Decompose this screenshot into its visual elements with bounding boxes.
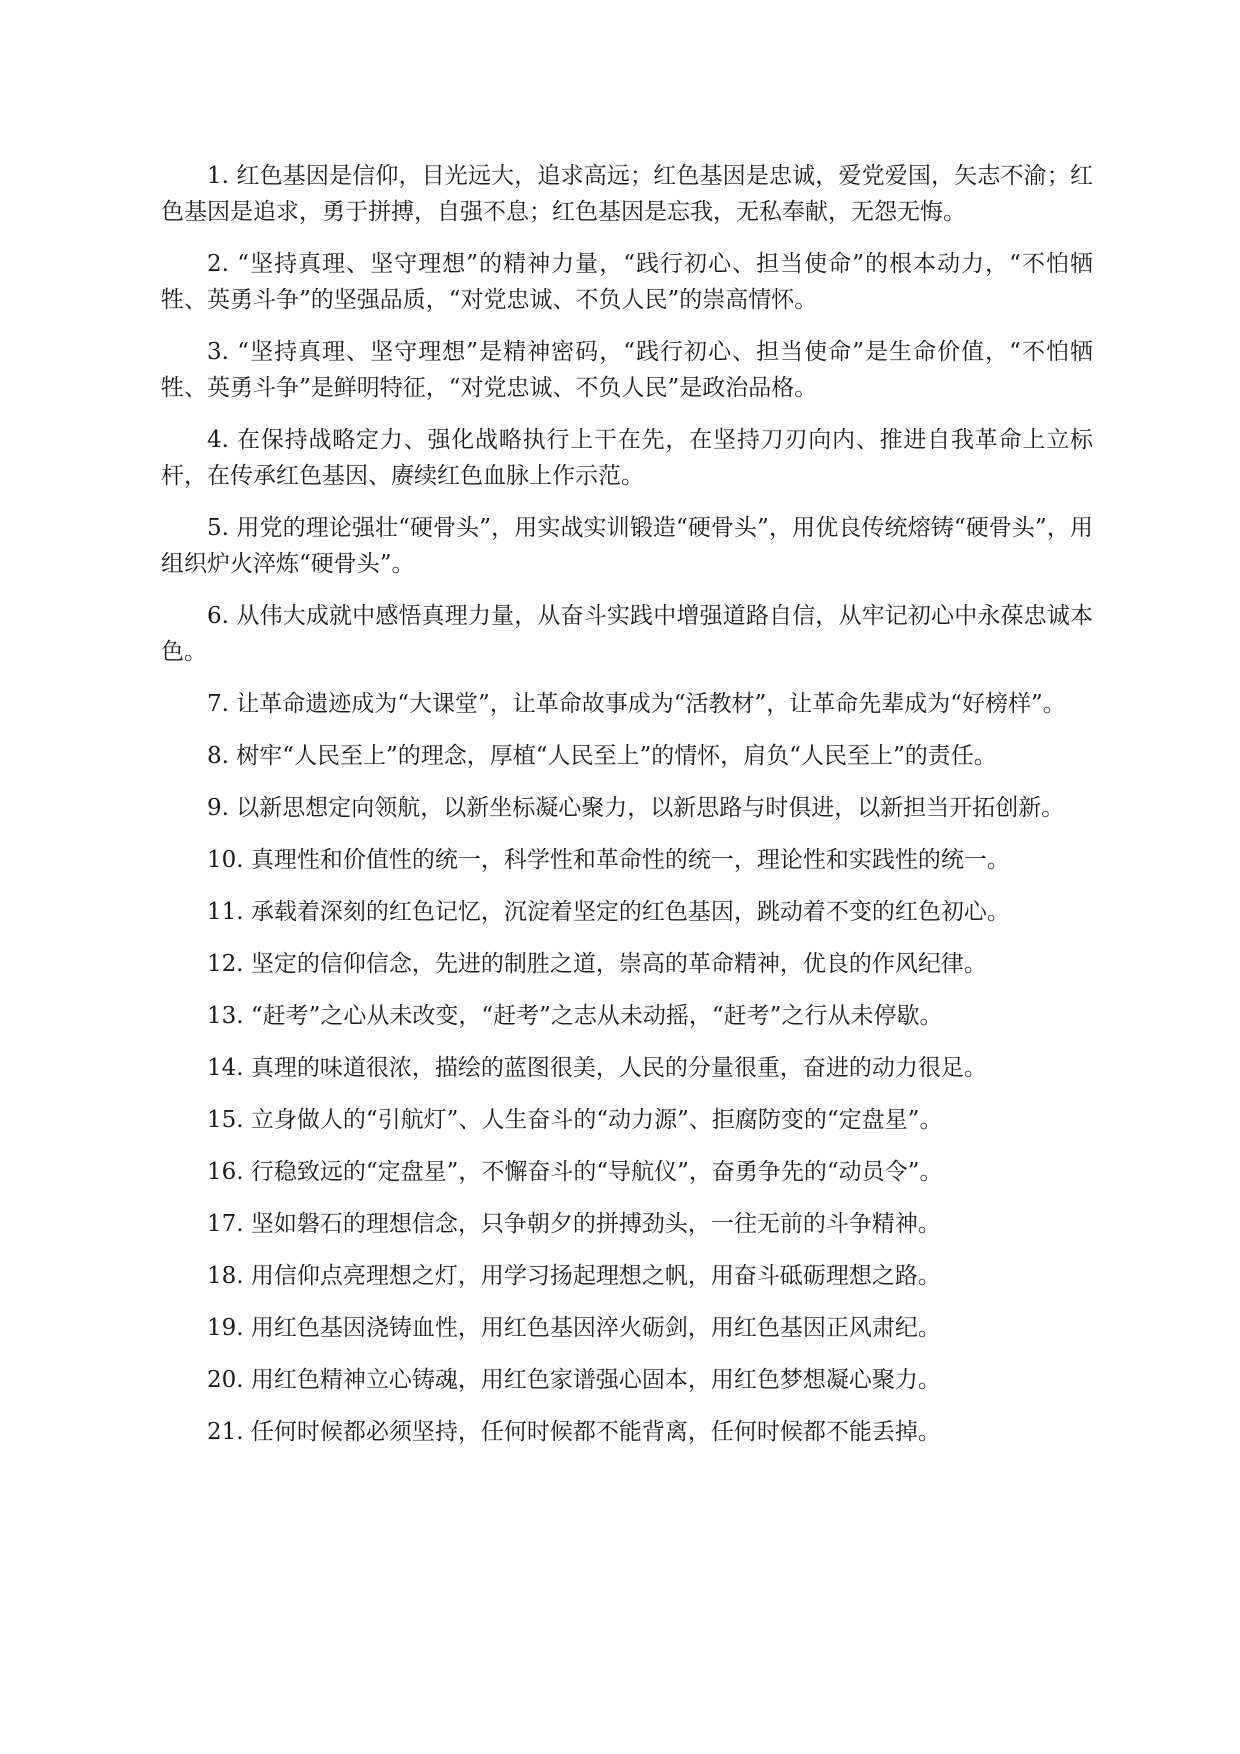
list-item: 21. 任何时候都必须坚持，任何时候都不能背离，任何时候都不能丢掉。 [207,1419,941,1445]
list-item: 13. “赶考”之心从未改变，“赶考”之志从未动摇，“赶考”之行从未停歇。 [207,1003,943,1029]
list-item: 8. 树牢“人民至上”的理念，厚植“人民至上”的情怀，肩负“人民至上”的责任。 [207,743,997,769]
list-item: 5. 用党的理论强壮“硬骨头”，用实战实训锻造“硬骨头”，用优良传统熔铸“硬骨头”，用组织炉火淬炼“硬骨头”。 [161,515,1093,577]
list-item: 11. 承载着深刻的红色记忆，沉淀着坚定的红色基因，跳动着不变的红色初心。 [207,899,1010,925]
list-item: 14. 真理的味道很浓，描绘的蓝图很美，人民的分量很重，奋进的动力很足。 [207,1055,987,1081]
list-item: 4. 在保持战略定力、强化战略执行上干在先，在坚持刀刃向内、推进自我革命上立标杆，在传承红色基因、赓续红色血脉上作示范。 [161,427,1093,489]
list-item: 3. “坚持真理、坚守理想”是精神密码，“践行初心、担当使命”是生命价值，“不怕牺牲、英勇斗争”是鲜明特征，“对党忠诚、不负人民”是政治品格。 [161,339,1093,401]
list-item: 12. 坚定的信仰信念，先进的制胜之道，崇高的革命精神，优良的作风纪律。 [207,951,987,977]
list-item: 9. 以新思想定向领航，以新坐标凝心聚力，以新思路与时俱进，以新担当开拓创新。 [207,795,1065,821]
list-item: 20. 用红色精神立心铸魂，用红色家谱强心固本，用红色梦想凝心聚力。 [207,1367,941,1393]
list-item: 19. 用红色基因浇铸血性，用红色基因淬火砺剑，用红色基因正风肃纪。 [207,1315,941,1341]
list-item: 18. 用信仰点亮理想之灯，用学习扬起理想之帆，用奋斗砥砺理想之路。 [207,1263,941,1289]
list-item: 17. 坚如磐石的理想信念，只争朝夕的拼搏劲头，一往无前的斗争精神。 [207,1211,941,1237]
list-item: 1. 红色基因是信仰，目光远大，追求高远；红色基因是忠诚，爱党爱国，矢志不渝；红色基因是追求，勇于拼搏，自强不息；红色基因是忘我，无私奉献，无怨无悔。 [161,163,1093,225]
list-item: 16. 行稳致远的“定盘星”，不懈奋斗的“导航仪”，奋勇争先的“动员令”。 [207,1159,943,1185]
list-item: 6. 从伟大成就中感悟真理力量，从奋斗实践中增强道路自信，从牢记初心中永葆忠诚本色。 [161,603,1093,665]
document-body [161,158,1093,1466]
list-item: 10. 真理性和价值性的统一，科学性和革命性的统一，理论性和实践性的统一。 [207,847,1010,873]
list-item: 2. “坚持真理、坚守理想”的精神力量，“践行初心、担当使命”的根本动力，“不怕牺牲、英勇斗争”的坚强品质，“对党忠诚、不负人民”的崇高情怀。 [161,251,1093,313]
list-item: 7. 让革命遗迹成为“大课堂”，让革命故事成为“活教材”，让革命先辈成为“好榜样”。 [207,691,1066,717]
list-item: 15. 立身做人的“引航灯”、人生奋斗的“动力源”、拒腐防变的“定盘星”。 [207,1107,943,1133]
